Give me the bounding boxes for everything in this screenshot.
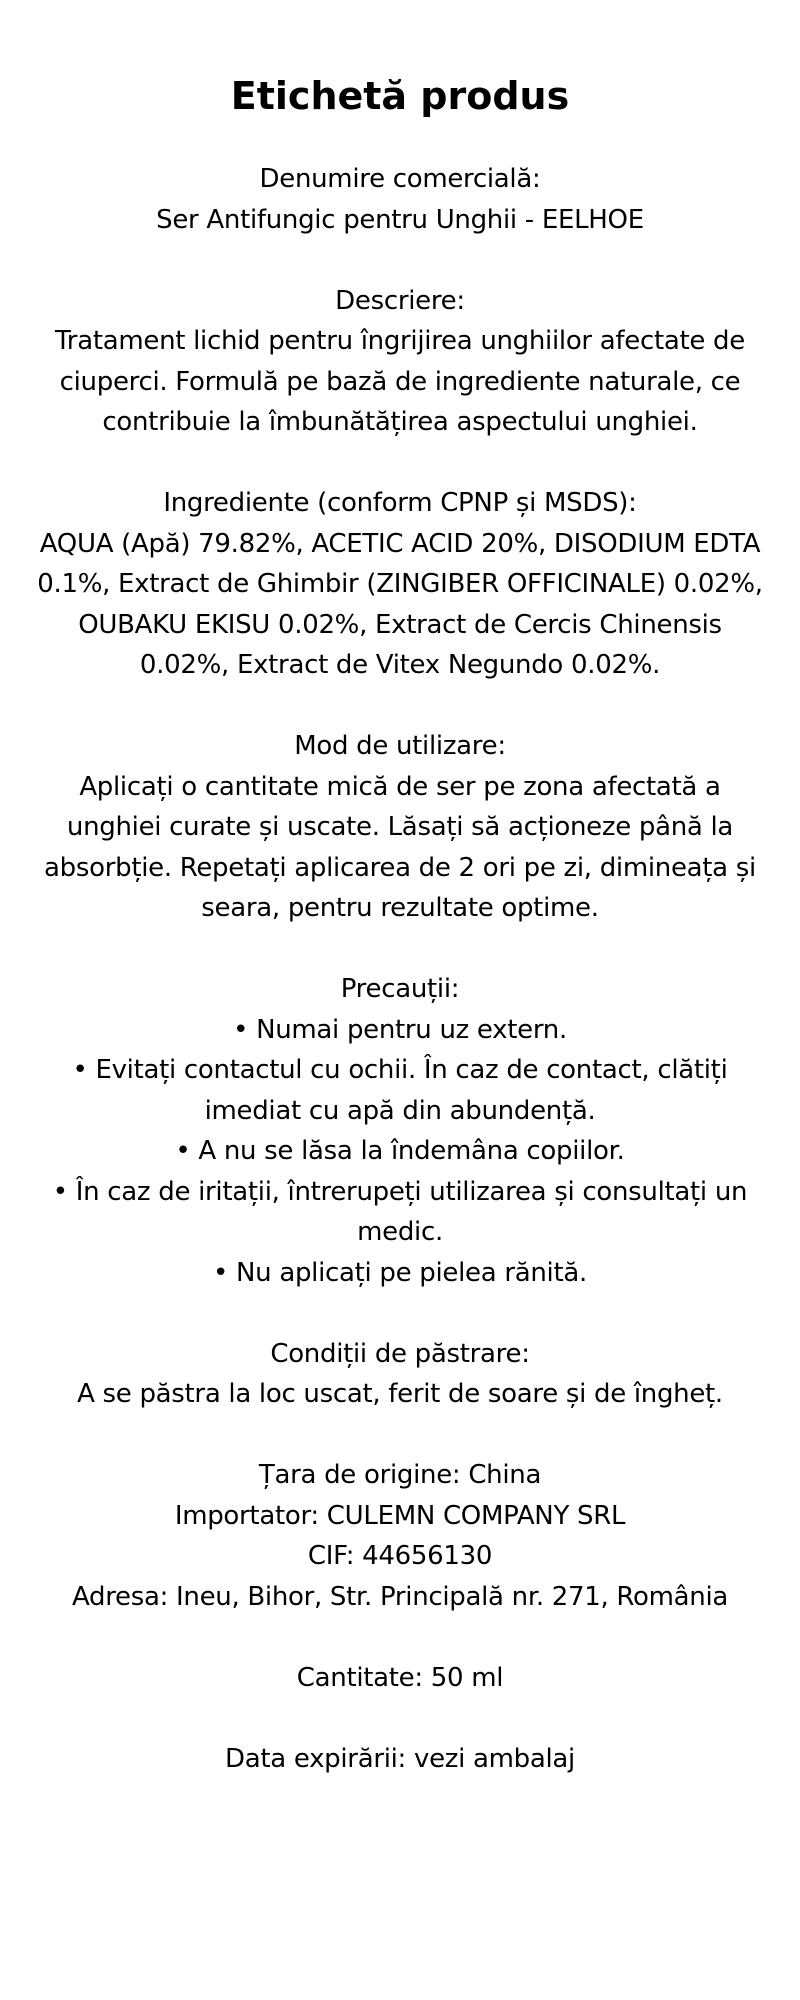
spacer [6,686,794,727]
section-origin [6,1455,794,1617]
spacer [6,240,794,281]
ingredients-line: 0.1%, Extract de Ghimbir (ZINGIBER OFFICINALE) 0.02%, [37,569,763,599]
section-commercial-name [6,159,794,240]
spacer [6,1293,794,1334]
spacer [6,443,794,484]
spacer [6,1617,794,1658]
precaution-line: • Nu aplicați pe pielea rănită. [213,1257,587,1288]
expiry-value: Data expirării: vezi ambalaj [225,1743,575,1774]
precaution-line: • A nu se lăsa la îndemâna copiilor. [175,1136,625,1166]
origin-cif: CIF: 44656130 [307,1541,493,1571]
usage-line: seara, pentru rezultate optime. [201,893,599,923]
storage-heading: Condiții de păstrare: [270,1338,530,1369]
ingredients-line: 0.02%, Extract de Vitex Negundo 0.02%. [139,650,661,680]
usage-line: unghiei curate și uscate. Lăsați să acționeze până la [66,812,734,842]
commercial-name-value: Ser Antifungic pentru Unghii - EELHOE [156,204,644,235]
usage-line: Aplicați o cantitate mică de ser pe zona afectată a [79,771,721,802]
page-title: Etichetă produs [230,74,570,118]
section-usage [6,726,794,929]
quantity-value: Cantitate: 50 ml [296,1662,504,1693]
section-precautions [6,969,794,1293]
spacer [6,1698,794,1739]
ingredients-line: AQUA (Apă) 79.82%, ACETIC ACID 20%, DISODIUM EDTA [39,528,761,559]
precaution-line: • În caz de iritații, întrerupeți utilizarea și consultați un [52,1176,748,1207]
section-ingredients [6,483,794,686]
precaution-line: medic. [357,1217,443,1247]
description-line: contribuie la îmbunătățirea aspectului unghiei. [102,407,698,437]
description-line: ciuperci. Formulă pe bază de ingrediente naturale, ce [59,366,741,397]
section-storage [6,1334,794,1415]
description-line: Tratament lichid pentru îngrijirea unghiilor afectate de [55,326,745,356]
precaution-line: imediat cu apă din abundență. [204,1095,596,1126]
commercial-name-heading: Denumire comercială: [259,164,541,194]
precaution-line: • Numai pentru uz extern. [233,1014,567,1045]
section-expiry [6,1739,794,1780]
ingredients-heading: Ingrediente (conform CPNP și MSDS): [163,488,637,518]
spacer [6,929,794,970]
section-quantity [6,1658,794,1699]
description-heading: Descriere: [335,285,465,316]
section-description [6,281,794,443]
precautions-heading: Precauții: [340,974,460,1004]
origin-address: Adresa: Ineu, Bihor, Str. Principală nr. 271, România [71,1581,729,1612]
spacer [6,1415,794,1456]
usage-heading: Mod de utilizare: [294,731,506,761]
precaution-line: • Evitați contactul cu ochii. În caz de contact, clătiți [72,1055,728,1085]
ingredients-line: OUBAKU EKISU 0.02%, Extract de Cercis Chinensis [78,609,722,640]
storage-value: A se păstra la loc uscat, ferit de soare și de îngheț. [77,1379,723,1409]
origin-country: Țara de origine: China [258,1460,542,1490]
label-content [0,159,800,1779]
origin-importer: Importator: CULEMN COMPANY SRL [174,1500,626,1531]
usage-line: absorbție. Repetați aplicarea de 2 ori pe zi, dimineața și [44,852,756,883]
